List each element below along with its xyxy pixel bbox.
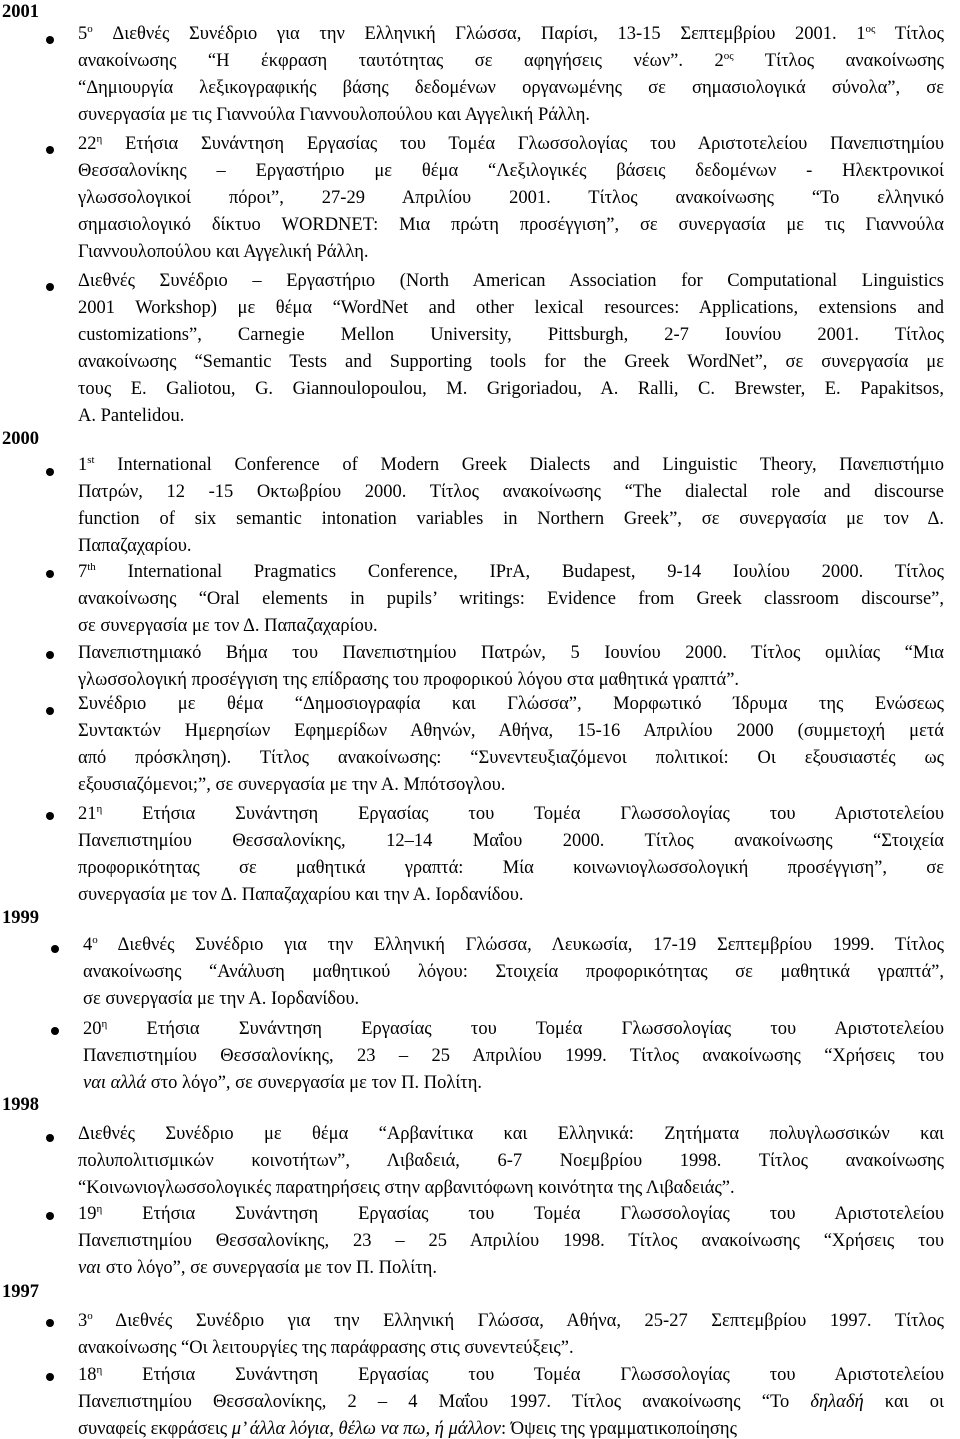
text-run: γλωσσολογικοί πόροι”, 27-29 Απριλίου 2001. Τίτλος ανακοίνωσης “Το ελληνικό <box>78 188 944 208</box>
entry-line <box>78 1311 944 1331</box>
entry-line <box>78 831 944 851</box>
text-run: 3 <box>78 1311 88 1331</box>
entry-line <box>78 885 524 905</box>
text-run: 21 <box>78 804 97 824</box>
entry-line <box>83 962 944 982</box>
text-run: 4 <box>83 935 93 955</box>
bullet-icon <box>46 468 54 476</box>
entry-line <box>83 1073 482 1093</box>
entry-line <box>78 325 944 345</box>
text-run: σημασιολογικό δίκτυο WORDNET: Μια πρώτη προσέγγιση”, σε συνεργασία με τις Γιαννούλα <box>78 215 944 235</box>
bullet-icon <box>46 570 54 578</box>
text-run: σε συνεργασία με τον Δ. Παπαζαχαρίου. <box>78 616 378 636</box>
entry-line <box>78 298 944 318</box>
entry-line <box>78 1124 944 1144</box>
text-run: Πανεπιστημίου Θεσσαλονίκης, 23 – 25 Απριλίου 1999. Τίτλος ανακοίνωσης “Χρήσεις του <box>83 1046 944 1066</box>
superscript: th <box>87 561 96 573</box>
entry-line <box>78 775 505 795</box>
text-run: 19 <box>78 1204 97 1224</box>
superscript: η <box>96 803 103 815</box>
text-run: 5 <box>78 24 88 44</box>
text-run: Τίτλος <box>875 24 944 44</box>
text-run: 1 <box>78 455 88 475</box>
text-run: Πανεπιστημίου Θεσσαλονίκης, 12–14 Μαΐου 2000. Τίτλος ανακοίνωσης “Στοιχεία <box>78 831 944 851</box>
text-run: συνεργασία με τον Δ. Παπαζαχαρίου και την Α. Ιορδανίδου. <box>78 885 524 905</box>
text-run: Τίτλος ανακοίνωσης <box>733 51 944 71</box>
text-run: Διεθνές Συνέδριο για την Ελληνική Γλώσσα, Αθήνα, 25-27 Σεπτεμβρίου 1997. Τίτλος <box>92 1311 944 1331</box>
entry-line <box>78 721 944 741</box>
bullet-icon <box>46 812 54 820</box>
text-run: προφορικότητας σε μαθητικά γραπτά: Μία κοινωνιογλωσσολογική προσέγγιση”, σε <box>78 858 944 878</box>
entry-line <box>78 536 192 556</box>
text-run: A. Pantelidou. <box>78 406 185 426</box>
entry-line <box>78 1178 735 1198</box>
superscript: ος <box>865 23 876 35</box>
italic-text: δηλαδή <box>810 1392 864 1412</box>
year-heading: 1998 <box>2 1095 39 1115</box>
text-run: στο λόγο”, σε συνεργασία με τον Π. Πολίτη. <box>101 1258 437 1278</box>
entry-line <box>78 748 944 768</box>
text-run: Ετήσια Συνάντηση Εργασίας του Τομέα Γλωσσολογίας του Αριστοτελείου <box>102 1204 944 1224</box>
text-run: εξουσιαζόμενοι;”, σε συνεργασία με την Α. Μπότσογλου. <box>78 775 506 795</box>
entry-line <box>78 589 944 609</box>
text-run: Ετήσια Συνάντηση Εργασίας του Τομέα Γλωσσολογίας του Αριστοτελείου Πανεπιστημίου <box>102 134 944 154</box>
bullet-icon <box>46 707 54 715</box>
entry-line <box>78 78 944 98</box>
text-run: πολυπολιτισμικών κοινοτήτων”, Λιβαδειά, 6-7 Νοεμβρίου 1998. Τίτλος ανακοίνωσης <box>78 1151 944 1171</box>
entry-line <box>78 616 378 636</box>
entry-line <box>78 1204 944 1224</box>
text-run: International Conference of Modern Greek Dialects and Linguistic Theory, Πανεπιστήμιο <box>94 455 944 475</box>
entry-line <box>78 455 944 475</box>
entry-line <box>78 242 369 262</box>
text-run: Συντακτών Ημερησίων Εφημερίδων Αθηνών, Αθήνα, 15-16 Απριλίου 2000 (συμμετοχή μετά <box>78 721 944 741</box>
text-run: Ετήσια Συνάντηση Εργασίας του Τομέα Γλωσσολογίας του Αριστοτελείου <box>107 1019 944 1039</box>
bullet-icon <box>46 36 54 44</box>
entry-line <box>78 352 944 372</box>
entry-line <box>78 379 944 399</box>
entry-line <box>78 562 944 582</box>
bullet-icon <box>51 1027 59 1035</box>
entry-line <box>78 1419 737 1439</box>
text-run: “Κοινωνιογλωσσολογικές παρατηρήσεις στην αρβανιτόφωνη κοινότητα της Λιβαδειάς”. <box>78 1178 735 1198</box>
entry-line <box>78 804 944 824</box>
text-run: συναφείς εκφράσεις <box>78 1419 232 1439</box>
text-run: Παπαζαχαρίου. <box>78 536 192 556</box>
text-run: Πανεπιστημίου Θεσσαλονίκης, 2 – 4 Μαΐου 1997. Τίτλος ανακοίνωσης “Το <box>78 1392 811 1412</box>
entry-line <box>78 694 944 714</box>
text-run: customizations”, Carnegie Mellon University, Pittsburgh, 2-7 Ιουνίου 2001. Τίτλος <box>78 325 944 345</box>
entry-line <box>78 51 944 71</box>
year-heading: 1997 <box>2 1282 39 1302</box>
text-run: 18 <box>78 1365 97 1385</box>
entry-line <box>78 1258 437 1278</box>
italic-text: μ’ άλλα λόγια, θέλω να πω, ή μάλλον <box>231 1419 502 1439</box>
text-run: International Pragmatics Conference, IPrA, Budapest, 9-14 Ιουλίου 2000. Τίτλος <box>95 562 944 582</box>
bullet-icon <box>46 651 54 659</box>
entry-line <box>78 482 944 502</box>
entry-line <box>78 1338 574 1358</box>
text-run: Διεθνές Συνέδριο για την Ελληνική Γλώσσα, Λευκωσία, 17-19 Σεπτεμβρίου 1999. Τίτλος <box>97 935 944 955</box>
text-run: “Δημιουργία λεξικογραφικής βάσης δεδομένων οργανωμένης σε σημασιολογικά σύνολα”, σε <box>78 78 944 98</box>
entry-line <box>78 188 944 208</box>
superscript: η <box>96 1203 103 1215</box>
text-run: 2001 Workshop) με θέμα “WordNet and other lexical resources: Applications, extensions and <box>78 298 944 318</box>
text-run: 22 <box>78 134 97 154</box>
text-run: ανακοίνωσης “Ανάλυση μαθητικού λόγου: Στοιχεία προφορικότητας σε μαθητικά γραπτά”, <box>83 962 944 982</box>
bullet-icon <box>51 945 59 953</box>
text-run: : Όψεις της γραμματικοποίησης <box>501 1419 737 1439</box>
bullet-icon <box>46 146 54 154</box>
text-run: Συνέδριο με θέμα “Δημοσιογραφία και Γλώσσα”, Μορφωτικό Ίδρυμα της Ενώσεως <box>78 694 944 714</box>
entry-line <box>78 271 944 291</box>
text-run: από πρόσκληση). Τίτλος ανακοίνωσης: “Συνεντευξιαζόμενοι πολιτικοί: Οι εξουσιαστές ως <box>78 748 944 768</box>
italic-text: ναι αλλά <box>83 1073 147 1093</box>
text-run: Θεσσαλονίκης – Εργαστήριο με θέμα “Λεξιλογικές βάσεις δεδομένων - Ηλεκτρονικοί <box>78 161 944 181</box>
text-run: Διεθνές Συνέδριο με θέμα “Αρβανίτικα και Ελληνικά: Ζητήματα πολυγλωσσικών και <box>78 1124 944 1144</box>
entry-line <box>78 24 944 44</box>
text-run: στο λόγο”, σε συνεργασία με τον Π. Πολίτη. <box>146 1073 483 1093</box>
text-run: Πατρών, 12 -15 Οκτωβρίου 2000. Τίτλος ανακοίνωσης “The dialectal role and discourse <box>78 482 944 502</box>
superscript: ο <box>87 1310 93 1322</box>
superscript: η <box>96 133 103 145</box>
superscript: η <box>96 1364 103 1376</box>
bullet-icon <box>46 283 54 291</box>
entry-line <box>83 935 944 955</box>
text-run: Διεθνές Συνέδριο – Εργαστήριο (North American Association for Computational Linguistics <box>78 271 944 291</box>
text-run: function of six semantic intonation variables in Northern Greek”, σε συνεργασία με τον Δ. <box>78 509 944 529</box>
superscript: o <box>87 23 93 35</box>
text-run: σε συνεργασία με την Α. Ιορδανίδου. <box>83 989 360 1009</box>
entry-line <box>78 858 944 878</box>
text-run: γλωσσολογική προσέγγιση της επίδρασης του προφορικού λόγου στα μαθητικά γραπτά”. <box>78 670 740 690</box>
entry-line <box>83 989 359 1009</box>
entry-line <box>78 406 184 426</box>
entry-line <box>78 670 739 690</box>
bullet-icon <box>46 1212 54 1220</box>
text-run: ανακοίνωσης “Η έκφραση ταυτότητας σε αφηγήσεις νέων”. 2 <box>78 51 724 71</box>
bullet-icon <box>46 1319 54 1327</box>
entry-line <box>78 643 944 663</box>
text-run: Διεθνές Συνέδριο για την Ελληνική Γλώσσα, Παρίσι, 13-15 Σεπτεμβρίου 2001. 1 <box>92 24 866 44</box>
superscript: ος <box>723 50 734 62</box>
text-run: Ετήσια Συνάντηση Εργασίας του Τομέα Γλωσσολογίας του Αριστοτελείου <box>102 1365 944 1385</box>
text-run: και οι <box>863 1392 945 1412</box>
entry-line <box>78 161 944 181</box>
text-run: Πανεπιστημίου Θεσσαλονίκης, 23 – 25 Απριλίου 1998. Τίτλος ανακοίνωσης “Χρήσεις του <box>78 1231 944 1251</box>
bullet-icon <box>46 1373 54 1381</box>
superscript: ο <box>92 934 98 946</box>
entry-line <box>83 1019 944 1039</box>
text-run: 7 <box>78 562 88 582</box>
text-run: τους E. Galiotou, G. Giannoulopoulou, M. Grigoriadou, A. Ralli, C. Brewster, E. Papakitsos, <box>78 379 944 399</box>
year-heading: 1999 <box>2 908 39 928</box>
superscript: η <box>101 1018 108 1030</box>
text-run: Πανεπιστημιακό Βήμα του Πανεπιστημίου Πατρών, 5 Ιουνίου 2000. Τίτλος ομιλίας “Μια <box>78 643 944 663</box>
text-run: 20 <box>83 1019 102 1039</box>
entry-line <box>78 509 944 529</box>
entry-line <box>78 105 590 125</box>
text-run: ανακοίνωσης “Οι λειτουργίες της παράφρασης στις συνεντεύξεις”. <box>78 1338 574 1358</box>
superscript: st <box>87 454 95 466</box>
italic-text: ναι <box>78 1258 102 1278</box>
entry-line <box>78 1231 944 1251</box>
entry-line <box>83 1046 944 1066</box>
entry-line <box>78 215 944 235</box>
entry-line <box>78 1151 944 1171</box>
text-run: Ετήσια Συνάντηση Εργασίας του Τομέα Γλωσσολογίας του Αριστοτελείου <box>102 804 944 824</box>
entry-line <box>78 1392 944 1412</box>
entry-line <box>78 1365 944 1385</box>
text-run: Γιαννουλοπούλου και Αγγελική Ράλλη. <box>78 242 369 262</box>
year-heading: 2000 <box>2 429 39 449</box>
year-heading: 2001 <box>2 2 39 22</box>
text-run: ανακοίνωσης “Oral elements in pupils’ writings: Evidence from Greek classroom discourse”, <box>78 589 944 609</box>
text-run: ανακοίνωσης “Semantic Tests and Supporting tools for the Greek WordNet”, σε συνεργασία με <box>78 352 944 372</box>
entry-line <box>78 134 944 154</box>
text-run: συνεργασία με τις Γιαννούλα Γιαννουλοπούλου και Αγγελική Ράλλη. <box>78 105 591 125</box>
bullet-icon <box>46 1134 54 1142</box>
